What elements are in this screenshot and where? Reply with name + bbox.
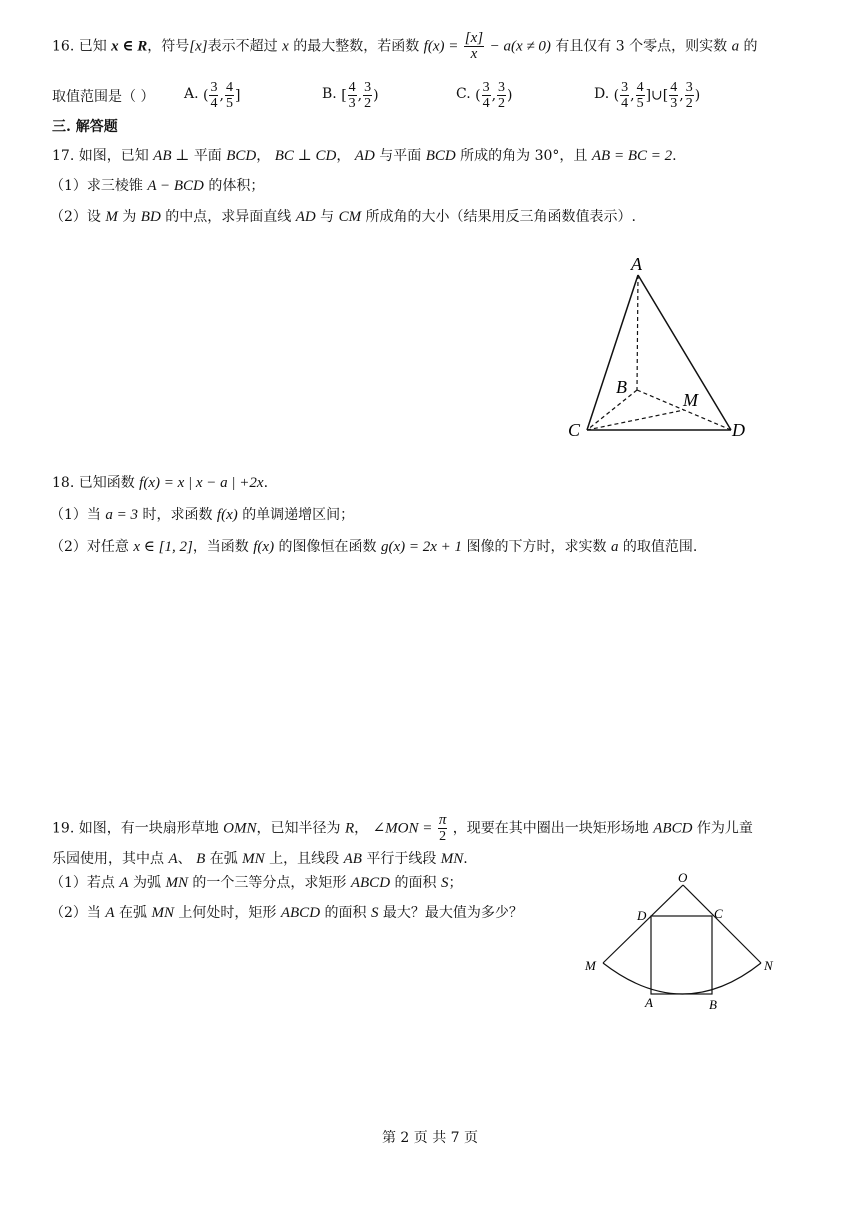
label-d: D [637, 908, 647, 923]
edge-bc-hidden [587, 390, 637, 430]
page-footer: 第 2 页 共 7 页 [381, 1130, 479, 1146]
label-a: A [631, 254, 642, 274]
q19-stem-line2: 乐园使用，其中点 A、 B 在弧 MN 上，且线段 AB 平行于线段 MN. [52, 851, 468, 867]
q19-part2: （2）当 A 在弧 MN 上何处时，矩形 ABCD 的面积 S 最大？最大值为多少？ [50, 905, 523, 921]
option-a: A. ( $\frac{3}{4}$ , $\frac{4}{5}$ ] [184, 80, 241, 111]
option-c: C. ( $\frac{3}{4}$ , $\frac{3}{2}$ ) [456, 80, 513, 111]
q17-stem: 17. 如图，已知 AB ⊥ 平面 BCD， BC ⊥ CD， AD 与平面 BCD 所成的角为 30°，且 AB = BC = 2. [52, 148, 677, 164]
q17-part2: （2）设 M 为 BD 的中点，求异面直线 AD 与 CM 所成角的大小（结果用反三角函数值表示）. [50, 209, 636, 225]
q16-line1: 16. 已知 x ∈ R，符号[x]表示不超过 x 的最大整数，若函数 f(x) = $\frac{[x]}{x}$ − a(x ≠ 0) 有且仅有 3 个零点，则实数 a 的 [52, 30, 758, 62]
edge-ab-hidden [637, 275, 638, 390]
q19-part1: （1）若点 A 为弧 MN 的一个三等分点，求矩形 ABCD 的面积 S； [50, 875, 463, 891]
option-b: B. [ $\frac{4}{3}$ , $\frac{3}{2}$ ) [322, 80, 379, 111]
segment-cm-hidden [587, 410, 684, 430]
arc-mn [603, 963, 761, 994]
label-c: C [568, 420, 581, 440]
option-d: D. ( $\frac{3}{4}$ , $\frac{4}{5}$ ]∪[ $\frac{4}{3}$ , $\frac{3}{2}$ ) [594, 80, 701, 111]
q18-part1: （1）当 a = 3 时，求函数 f(x) 的单调递增区间； [50, 507, 355, 523]
q19-stem-line1: 19. 如图，有一块扇形草地 OMN，已知半径为 R， ∠MON = $\frac{\pi}{2}$ ，现要在其中圈出一块矩形场地 ABCD 作为儿童 [52, 812, 753, 844]
edge-ac [587, 275, 638, 430]
radius-on [683, 885, 761, 963]
label-o: O [678, 870, 688, 885]
rectangle-abcd [651, 916, 712, 994]
sector-figure [578, 865, 788, 1020]
q16-line2: 取值范围是（ ） A. ( $\frac{3}{4}$ , $\frac{4}{5}$ ] B. [ $\frac{4}{3}$ , $\frac{3}{2}$ ) C. ( $\frac{3}{4}$ , $\frac{3}{2}$ ) D. ( $\frac{3}{4}$ , $\frac{4}{5}$ ]∪[ $\frac{4}{3}$ , $\frac{3}{2}$ ) [52, 80, 701, 111]
label-m: M [585, 958, 596, 973]
radius-om [603, 885, 683, 963]
label-a: A [645, 995, 653, 1010]
q16-fraction: $\frac{[x]}{x}$ [464, 30, 484, 62]
label-b: B [616, 377, 627, 397]
q18-stem: 18. 已知函数 f(x) = x | x − a | +2x. [52, 475, 269, 491]
tetrahedron-figure [560, 250, 760, 445]
section-heading: 三. 解答题 [52, 119, 118, 135]
label-n: N [764, 958, 773, 973]
label-c: C [714, 906, 723, 921]
q18-part2: （2）对任意 x ∈ [1, 2]，当函数 f(x) 的图像恒在函数 g(x) = 2x + 1 图像的下方时，求实数 a 的取值范围. [50, 539, 698, 555]
q17-part1: （1）求三棱锥 A − BCD 的体积； [50, 178, 265, 194]
label-b: B [709, 997, 717, 1012]
label-m: M [683, 390, 698, 410]
label-d: D [732, 420, 745, 440]
